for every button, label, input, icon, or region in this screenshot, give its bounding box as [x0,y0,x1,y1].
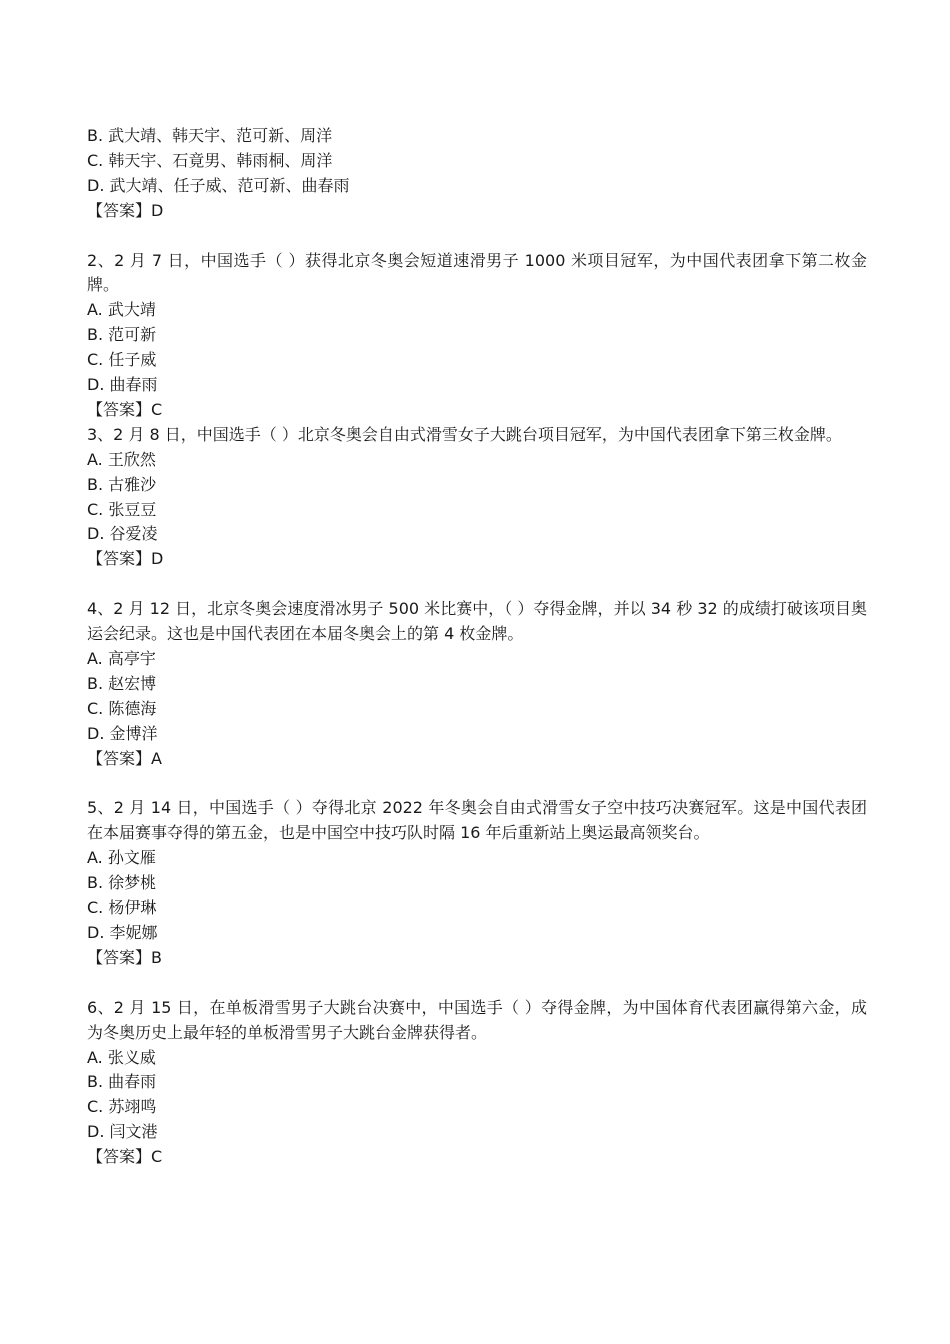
option-a: A. 孙文雁 [87,848,156,868]
option-b: B. 赵宏博 [87,673,157,693]
option-b: B. 曲春雨 [87,1072,157,1092]
answer: 【答案】A [87,748,162,768]
option-a: A. 张义威 [87,1047,156,1067]
answer: 【答案】D [87,549,164,569]
option-c: C. 杨伊琳 [87,898,157,918]
option-c: C. 苏翊鸣 [87,1097,157,1117]
question-text: 6、2 月 15 日，在单板滑雪男子大跳台决赛中，中国选手（ ）夺得金牌，为中国体育代表团赢得第六金，成为冬奥历史上最年轻的单板滑雪男子大跳台金牌获得者。 [87,997,867,1042]
option-a: A. 高亭宇 [87,649,156,668]
question-text: 3、2 月 8 日，中国选手（ ）北京冬奥会自由式滑雪女子大跳台项目冠军，为中国代表团拿下第三枚金牌。 [87,424,842,444]
option-d: D. 谷爱凌 [87,524,158,544]
question-text: 4、2 月 12 日，北京冬奥会速度滑冰男子 500 米比赛中，（ ）夺得金牌，并以 34 秒 32 的成绩打破该项目奥运会纪录。这也是中国代表团在本届冬奥会上的第 4 枚金牌。 [87,599,867,644]
question-3 [87,423,867,572]
question-text: 2、2 月 7 日，中国选手（ ）获得北京冬奥会短道速滑男子 1000 米项目冠军，为中国代表团拿下第二枚金牌。 [87,250,867,295]
option-d: D. 李妮娜 [87,922,158,942]
option-b: B. 武大靖、韩天宇、范可新、周洋 [87,126,333,145]
option-c: C. 韩天宇、石竟男、韩雨桐、周洋 [87,150,333,170]
option-a: A. 武大靖 [87,300,156,320]
option-d: D. 闫文港 [87,1122,158,1142]
question-6 [87,996,867,1170]
option-b: B. 徐梦桃 [87,873,157,893]
question-2 [87,249,867,423]
answer: 【答案】D [87,200,164,220]
option-d: D. 曲春雨 [87,375,158,395]
question-text: 5、2 月 14 日，中国选手（ ）夺得北京 2022 年冬奥会自由式滑雪女子空中技巧决赛冠军。这是中国代表团在本届赛事夺得的第五金，也是中国空中技巧队时隔 16 年后重新站上奥运最高领奖台。 [87,798,867,843]
option-d: D. 金博洋 [87,723,158,743]
question-5 [87,796,867,970]
answer: 【答案】B [87,947,162,967]
option-b: B. 范可新 [87,325,157,345]
document-page [87,124,867,1170]
question-1 [87,124,867,224]
option-c: C. 任子威 [87,350,157,370]
option-c: C. 张豆豆 [87,499,157,519]
option-c: C. 陈德海 [87,698,157,718]
answer: 【答案】C [87,1147,163,1167]
option-a: A. 王欣然 [87,449,156,469]
option-d: D. 武大靖、任子威、范可新、曲春雨 [87,175,350,195]
answer: 【答案】C [87,399,163,419]
option-b: B. 古雅沙 [87,474,157,494]
question-4 [87,597,867,771]
